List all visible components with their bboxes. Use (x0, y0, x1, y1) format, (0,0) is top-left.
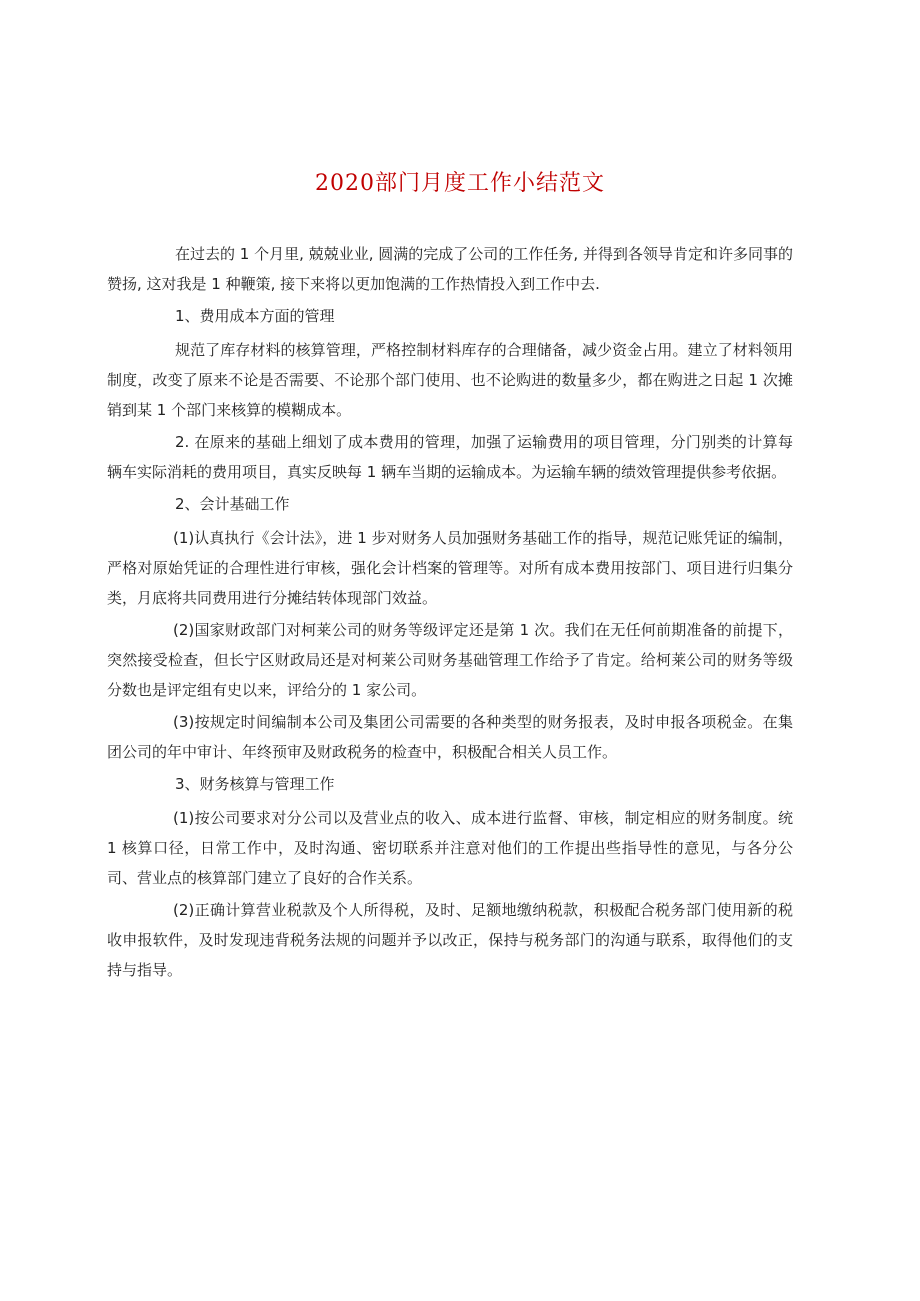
paragraph-accounting-law: (1)认真执行《会计法》，进 1 步对财务人员加强财务基础工作的指导，规范记账凭证的编制，严格对原始凭证的合理性进行审核，强化会计档案的管理等。对所有成本费用按部门、项目进行归集分类，月底将共同费用进行分摊结转体现部门效益。 (107, 529, 793, 607)
intro-paragraph: 在过去的 1 个月里, 兢兢业业, 圆满的完成了公司的工作任务, 并得到各领导肯定和许多同事的赞扬, 这对我是 1 种鞭策, 接下来将以更加饱满的工作热情投入到工作中去. (107, 245, 793, 293)
paragraph-tax-calculation: (2)正确计算营业税款及个人所得税，及时、足额地缴纳税款，积极配合税务部门使用新的税收申报软件，及时发现违背税务法规的问题并予以改正，保持与税务部门的沟通与联系，取得他们的支持与指导。 (107, 901, 793, 979)
document-body (107, 239, 793, 987)
paragraph-financial-rating: (2)国家财政部门对柯莱公司的财务等级评定还是第 1 次。我们在无任何前期准备的前提下，突然接受检查，但长宁区财政局还是对柯莱公司财务基础管理工作给予了肯定。给柯莱公司的财务等级分数也是评定组有史以来，评给分的 1 家公司。 (107, 621, 793, 699)
document-title: 2020部门月度工作小结范文 (315, 171, 605, 196)
paragraph-transport-cost: 2. 在原来的基础上细划了成本费用的管理，加强了运输费用的项目管理，分门别类的计算每辆车实际消耗的费用项目，真实反映每 1 辆车当期的运输成本。为运输车辆的绩效管理提供参考依据。 (107, 433, 793, 481)
paragraph-financial-reports: (3)按规定时间编制本公司及集团公司需要的各种类型的财务报表，及时申报各项税金。在集团公司的年中审计、年终预审及财政税务的检查中，积极配合相关人员工作。 (107, 713, 793, 761)
section-heading-financial-accounting: 3、财务核算与管理工作 (175, 775, 335, 793)
paragraph-branch-supervision: (1)按公司要求对分公司以及营业点的收入、成本进行监督、审核，制定相应的财务制度。统 1 核算口径，日常工作中，及时沟通、密切联系并注意对他们的工作提出些指导性的意见，与各分公司、营业点的核算部门建立了良好的合作关系。 (107, 809, 793, 887)
paragraph-inventory-management: 规范了库存材料的核算管理，严格控制材料库存的合理储备，减少资金占用。建立了材料领用制度，改变了原来不论是否需要、不论那个部门使用、也不论购进的数量多少，都在购进之日起 1 次摊销到某 1 个部门来核算的模糊成本。 (107, 341, 793, 419)
section-heading-accounting-basics: 2、会计基础工作 (175, 495, 290, 513)
section-heading-cost-management: 1、费用成本方面的管理 (175, 307, 335, 325)
